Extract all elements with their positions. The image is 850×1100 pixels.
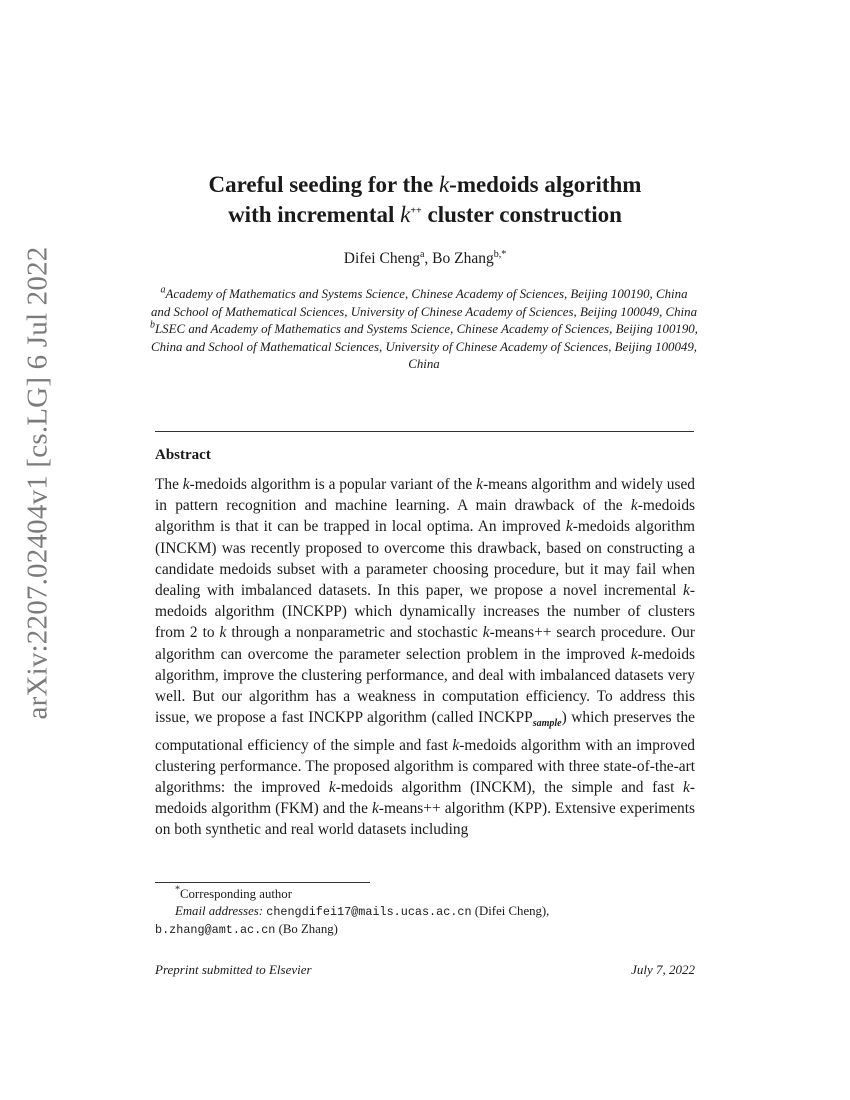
author-name: Difei Cheng: [343, 250, 420, 267]
abstract-text: The k-medoids algorithm is a popular variant of the k-means algorithm and widely used in pattern recognition and machine learning. A main drawback of the k-medoids algorithm is that it can be trapped in local optima. An improved k-medoids algorithm (INCKM) was recently proposed to overcome this drawback, based on constructing a candidate medoids subset with a parameter choosing procedure, but it may fail when dealing with imbalanced datasets. In this paper, we propose a novel incremental k-medoids algorithm (INCKPP) which dynamically increases the number of clusters from 2 to k through a nonparametric and stochastic k-means++ search procedure. Our algorithm can overcome the parameter selection problem in the improved k-medoids algorithm, improve the clustering performance, and deal with imbalanced datasets very well. But our algorithm has a weakness in computation efficiency. To address this issue, we propose a fast INCKPP algorithm (called $INCKPP_{sample}$) which preserves the computational efficiency of the simple and fast k-medoids algorithm with an improved clustering performance. The proposed algorithm is compared with three state-of-the-art algorithms: the improved k-medoids algorithm (INCKM), the simple and fast k-medoids algorithm (FKM) and the k-means++ algorithm (KPP). Extensive experiments on both synthetic and real world datasets including: [155, 476, 696, 839]
divider: [155, 431, 694, 432]
email-link[interactable]: b.zhang@amt.ac.cn: [155, 923, 276, 937]
affiliations: [150, 286, 698, 374]
footnote: *Corresponding author Email addresses: chengdifei17@mails.ucas.ac.cn (Difei Cheng), b.zhang@amt.ac.cn (Bo Zhang): [155, 884, 550, 937]
arxiv-side-stamp: [8, 246, 68, 720]
affiliation: $^b$LSEC and Academy of Mathematics and Systems Science, Chinese Academy of Sciences, Beijing 100190, China and School of Mathematical Sciences, University of Chinese Academy of Sciences, Beijing 100049, China: [150, 319, 698, 371]
footnote-rule: [155, 882, 370, 883]
arxiv-id: arXiv:2207.02404v1 [cs.LG] 6 Jul 2022: [21, 246, 54, 720]
author-list: Difei Cheng$^a$, Bo Zhang$^{b,*}$: [343, 248, 507, 267]
affiliation: $^a$Academy of Mathematics and Systems Science, Chinese Academy of Sciences, Beijing 100190, China and School of Mathematical Sciences, University of Chinese Academy of Sciences, Beijing 100049, China: [150, 284, 698, 319]
paper-title: Careful seeding for the k-medoids algorithm with incremental k++ cluster construction: [208, 172, 642, 227]
preprint-note: Preprint submitted to Elsevier: [155, 962, 312, 977]
page-footer: [155, 962, 695, 978]
date: July 7, 2022: [631, 962, 695, 977]
author-name: Bo Zhang: [432, 250, 494, 267]
email-link[interactable]: chengdifei17@mails.ucas.ac.cn: [266, 905, 472, 919]
abstract-heading: Abstract: [155, 447, 211, 463]
